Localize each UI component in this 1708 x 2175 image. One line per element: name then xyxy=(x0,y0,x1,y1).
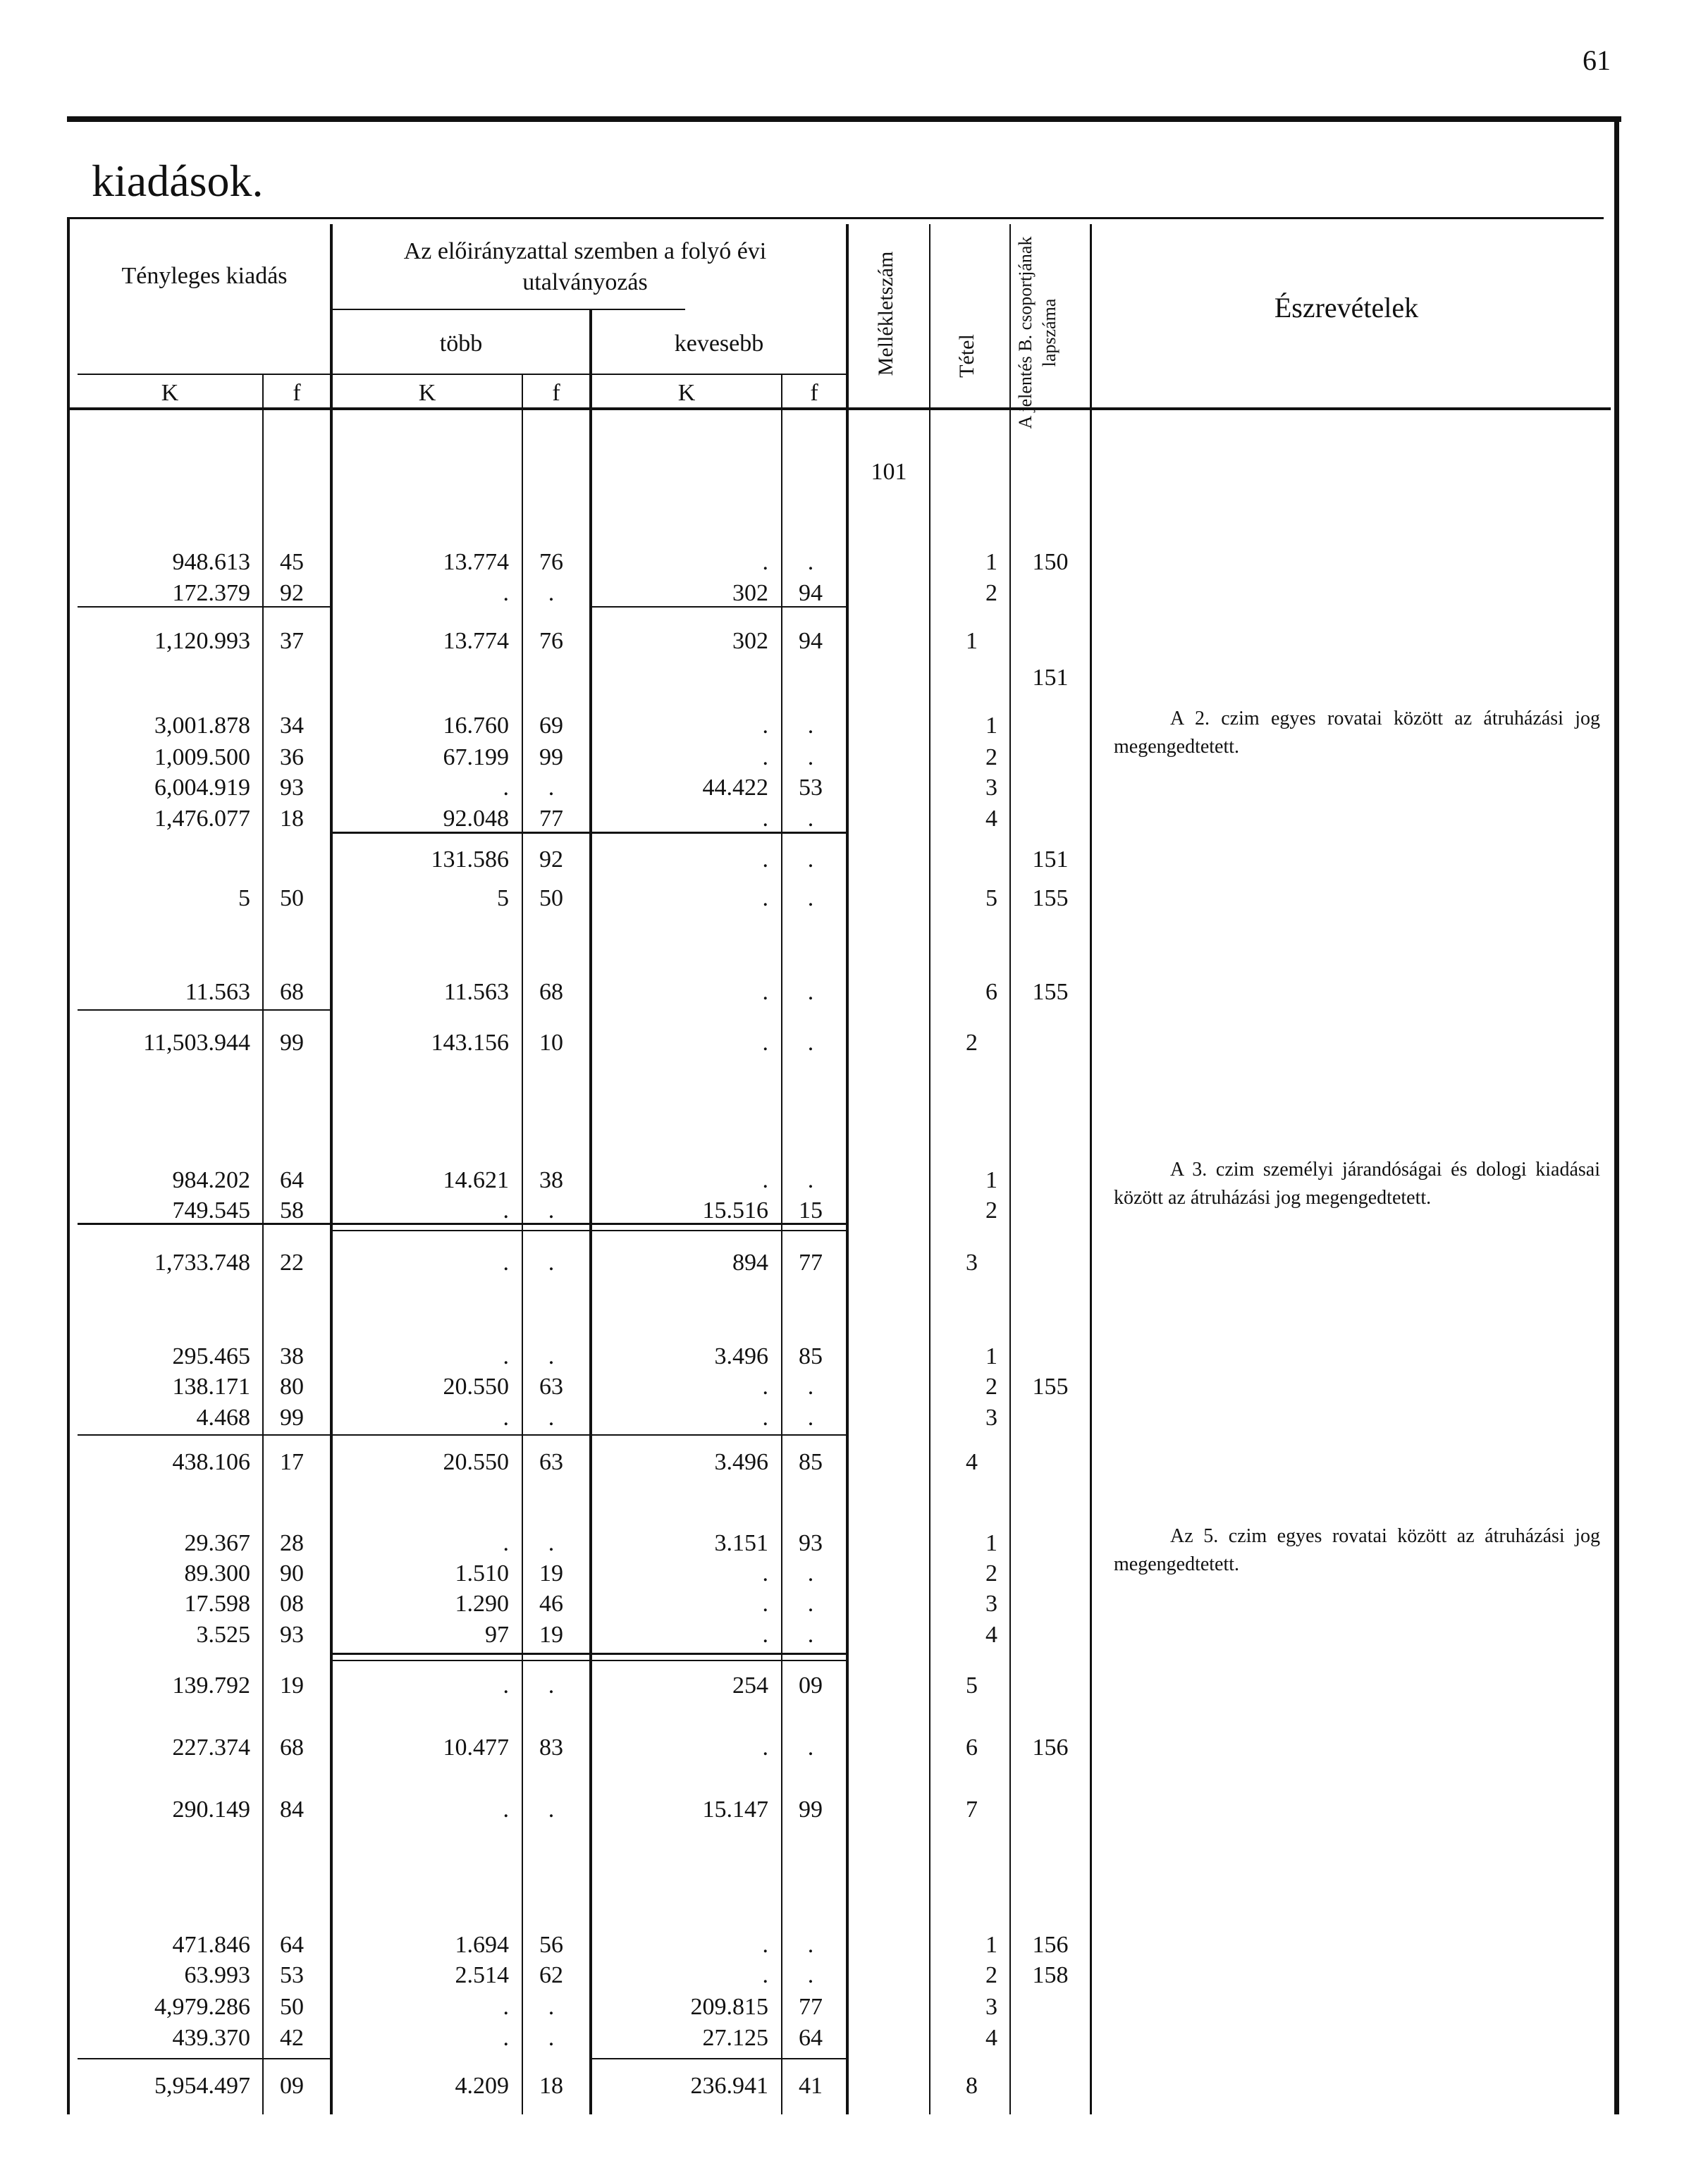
cell-tk: 11,503.944 xyxy=(143,1030,250,1056)
header-actual: Tényleges kiadás xyxy=(121,263,288,289)
cell-kf: 99 xyxy=(799,1797,823,1823)
cell-tf: 09 xyxy=(280,2073,304,2099)
header-less: kevesebb xyxy=(674,331,764,357)
cell-kk: 3.496 xyxy=(714,1449,768,1475)
cell-kk: . xyxy=(762,1591,768,1617)
cell-tet: 5 xyxy=(985,885,997,911)
cell-kk: . xyxy=(762,1374,768,1400)
cell-tet: 6 xyxy=(966,1735,978,1761)
cell-tet: 7 xyxy=(966,1797,978,1823)
cell-tet: 6 xyxy=(985,979,997,1005)
cell-mk: . xyxy=(503,1343,509,1369)
cell-kf: 15 xyxy=(799,1197,823,1224)
cell-kk: . xyxy=(762,885,768,911)
cell-tet: 3 xyxy=(985,1994,997,2020)
cell-kf: . xyxy=(807,806,814,832)
cell-tet: 1 xyxy=(966,628,978,654)
cell-mk: . xyxy=(503,1405,509,1431)
cell-lap: 156 xyxy=(1032,1735,1069,1761)
sum-rule xyxy=(78,2058,330,2059)
cell-tet: 4 xyxy=(985,806,997,832)
cell-kf: . xyxy=(807,979,814,1005)
cell-kk: 27.125 xyxy=(702,2025,768,2051)
cell-kk: . xyxy=(762,1167,768,1193)
cell-tk: 6,004.919 xyxy=(154,775,250,801)
header-k: K xyxy=(161,380,179,406)
header-sub-rule xyxy=(333,374,589,375)
cell-kf: 85 xyxy=(799,1343,823,1369)
cell-tet: 3 xyxy=(985,1591,997,1617)
header-appendix: Mellékletszám xyxy=(874,251,897,376)
cell-tet: 1 xyxy=(985,1932,997,1958)
cell-tk: 1,476.077 xyxy=(154,806,250,832)
cell-kk: 15.147 xyxy=(702,1797,768,1823)
cell-mf: 56 xyxy=(539,1932,563,1958)
cell-kk: . xyxy=(762,1560,768,1586)
cell-tet: 8 xyxy=(966,2073,978,2099)
sum-rule xyxy=(592,2058,846,2059)
cell-mf: 63 xyxy=(539,1449,563,1475)
cell-tk: 139.792 xyxy=(172,1672,250,1699)
cell-kk: . xyxy=(762,846,768,873)
cell-kf: . xyxy=(807,1622,814,1648)
header-more: több xyxy=(439,331,483,357)
cell-tet: 2 xyxy=(985,1962,997,1988)
cell-tf: 64 xyxy=(280,1932,304,1958)
cell-mf: 18 xyxy=(539,2073,563,2099)
cell-kf: 41 xyxy=(799,2073,823,2099)
cell-mk: 92.048 xyxy=(443,806,509,832)
cell-tf: 08 xyxy=(280,1591,304,1617)
cell-mf: 19 xyxy=(539,1560,563,1586)
cell-mf: 68 xyxy=(539,979,563,1005)
cell-tf: 93 xyxy=(280,1622,304,1648)
cell-lap: 158 xyxy=(1032,1962,1069,1988)
cell-tf: 99 xyxy=(280,1405,304,1431)
cell-mk: 1.510 xyxy=(455,1560,509,1586)
cell-mf: . xyxy=(548,1343,555,1369)
cell-tk: 749.545 xyxy=(172,1197,250,1224)
cell-kf: 77 xyxy=(799,1250,823,1276)
cell-tet: 2 xyxy=(985,1374,997,1400)
cell-mf: 38 xyxy=(539,1167,563,1193)
cell-tk: 4,979.286 xyxy=(154,1994,250,2020)
cell-mf: . xyxy=(548,2025,555,2051)
col-line xyxy=(1090,224,1092,2114)
cell-kk: . xyxy=(762,713,768,739)
cell-mk: . xyxy=(503,775,509,801)
header-k: K xyxy=(677,380,696,406)
sum-rule xyxy=(333,1230,846,1231)
cell-kk: . xyxy=(762,1030,768,1056)
cell-mk: 143.156 xyxy=(431,1030,509,1056)
header-sub-rule xyxy=(592,374,846,375)
cell-tet: 1 xyxy=(985,1530,997,1556)
cell-mf: . xyxy=(548,1797,555,1823)
cell-tk: 17.598 xyxy=(184,1591,250,1617)
cell-kk: 894 xyxy=(732,1250,768,1276)
cell-mk: 5 xyxy=(497,885,509,911)
sum-rule xyxy=(78,1009,330,1011)
cell-lap: 156 xyxy=(1032,1932,1069,1958)
cell-tk: 227.374 xyxy=(172,1735,250,1761)
cell-mk: . xyxy=(503,1530,509,1556)
cell-kk: . xyxy=(762,1405,768,1431)
cell-tk: 1,733.748 xyxy=(154,1250,250,1276)
cell-mf: 46 xyxy=(539,1591,563,1617)
col-line xyxy=(846,224,849,2114)
cell-mk: 10.477 xyxy=(443,1735,509,1761)
cell-lap: 151 xyxy=(1032,665,1069,691)
cell-tf: 84 xyxy=(280,1797,304,1823)
cell-tf: 22 xyxy=(280,1250,304,1276)
header-remarks: Észrevételek xyxy=(1274,292,1419,324)
cell-tf: 53 xyxy=(280,1962,304,1988)
cell-kf: . xyxy=(807,1591,814,1617)
cell-tet: 2 xyxy=(985,580,997,606)
cell-tf: 36 xyxy=(280,744,304,770)
cell-kf: 77 xyxy=(799,1994,823,2020)
header-report: A jelentés B. csoportjának lapszáma xyxy=(1015,236,1059,429)
page-title: kiadások. xyxy=(92,156,264,206)
header-sub-rule xyxy=(333,309,685,310)
cell-kk: . xyxy=(762,1932,768,1958)
cell-tk: 172.379 xyxy=(172,580,250,606)
cell-mf: 76 xyxy=(539,549,563,575)
header-f: f xyxy=(293,380,301,406)
cell-mf: 99 xyxy=(539,744,563,770)
cell-tk: 4.468 xyxy=(196,1405,250,1431)
cell-tk: 3.525 xyxy=(196,1622,250,1648)
cell-kk: 254 xyxy=(732,1672,768,1699)
cell-tk: 290.149 xyxy=(172,1797,250,1823)
header-f: f xyxy=(810,380,818,406)
cell-kk: 3.151 xyxy=(714,1530,768,1556)
cell-tet: 5 xyxy=(966,1672,978,1699)
cell-kk: . xyxy=(762,744,768,770)
cell-mf: . xyxy=(548,580,555,606)
cell-tf: 28 xyxy=(280,1530,304,1556)
cell-tk: 63.993 xyxy=(184,1962,250,1988)
cell-tk: 1,009.500 xyxy=(154,744,250,770)
cell-tk: 439.370 xyxy=(172,2025,250,2051)
cell-mk: 13.774 xyxy=(443,628,509,654)
cell-kf: . xyxy=(807,1405,814,1431)
cell-kk: . xyxy=(762,1622,768,1648)
cell-mf: 83 xyxy=(539,1735,563,1761)
cell-mf: 76 xyxy=(539,628,563,654)
cell-kf: . xyxy=(807,846,814,873)
cell-mf: . xyxy=(548,1994,555,2020)
cell-mk: 16.760 xyxy=(443,713,509,739)
cell-mf: 63 xyxy=(539,1374,563,1400)
cell-mk: 67.199 xyxy=(443,744,509,770)
cell-kk: . xyxy=(762,1735,768,1761)
cell-tf: 19 xyxy=(280,1672,304,1699)
cell-mk: 20.550 xyxy=(443,1449,509,1475)
cell-tf: 38 xyxy=(280,1343,304,1369)
cell-kf: . xyxy=(807,1560,814,1586)
cell-tet: 1 xyxy=(985,549,997,575)
cell-mk: . xyxy=(503,1250,509,1276)
cell-tf: 50 xyxy=(280,1994,304,2020)
cell-tet: 2 xyxy=(966,1030,978,1056)
cell-tf: 58 xyxy=(280,1197,304,1224)
cell-lap: 150 xyxy=(1032,549,1069,575)
cell-tk: 138.171 xyxy=(172,1374,250,1400)
cell-tet: 2 xyxy=(985,1560,997,1586)
page-number: 61 xyxy=(1583,44,1611,76)
cell-tk: 5 xyxy=(238,885,250,911)
cell-tet: 1 xyxy=(985,1167,997,1193)
cell-tf: 93 xyxy=(280,775,304,801)
cell-kk: . xyxy=(762,806,768,832)
cell-kf: . xyxy=(807,549,814,575)
cell-kk: . xyxy=(762,549,768,575)
right-rule xyxy=(1614,116,1619,2114)
sum-rule xyxy=(333,1660,846,1661)
cell-tf: 17 xyxy=(280,1449,304,1475)
cell-mell: 101 xyxy=(871,459,907,485)
header-k: K xyxy=(418,380,436,406)
header-allocation: Az előirányzattal szemben a folyó évi utalványozás xyxy=(403,238,767,295)
cell-mk: 14.621 xyxy=(443,1167,509,1193)
cell-tk: 295.465 xyxy=(172,1343,250,1369)
header-top-rule xyxy=(67,217,1604,219)
cell-kk: 15.516 xyxy=(702,1197,768,1224)
cell-kf: . xyxy=(807,1374,814,1400)
cell-kk: . xyxy=(762,1962,768,1988)
cell-mk: 20.550 xyxy=(443,1374,509,1400)
cell-kf: . xyxy=(807,885,814,911)
cell-tf: 68 xyxy=(280,1735,304,1761)
cell-mk: . xyxy=(503,2025,509,2051)
cell-mk: . xyxy=(503,1994,509,2020)
cell-kk: 209.815 xyxy=(690,1994,768,2020)
cell-kf: 64 xyxy=(799,2025,823,2051)
cell-lap: 151 xyxy=(1032,846,1069,873)
cell-mk: . xyxy=(503,1672,509,1699)
cell-lap: 155 xyxy=(1032,1374,1069,1400)
col-line xyxy=(1009,224,1011,2114)
cell-kk: 44.422 xyxy=(702,775,768,801)
cell-mf: . xyxy=(548,1250,555,1276)
cell-mf: 69 xyxy=(539,713,563,739)
cell-mk: 97 xyxy=(485,1622,509,1648)
cell-tf: 80 xyxy=(280,1374,304,1400)
cell-kf: . xyxy=(807,1167,814,1193)
cell-tk: 471.846 xyxy=(172,1932,250,1958)
cell-tk: 948.613 xyxy=(172,549,250,575)
cell-kf: . xyxy=(807,713,814,739)
cell-tet: 1 xyxy=(985,713,997,739)
cell-tet: 4 xyxy=(966,1449,978,1475)
cell-tk: 89.300 xyxy=(184,1560,250,1586)
cell-kf: 53 xyxy=(799,775,823,801)
cell-tf: 68 xyxy=(280,979,304,1005)
sum-rule xyxy=(333,1434,846,1436)
cell-tf: 50 xyxy=(280,885,304,911)
cell-tet: 3 xyxy=(985,1405,997,1431)
cell-kf: 94 xyxy=(799,580,823,606)
cell-kf: . xyxy=(807,1962,814,1988)
sum-rule xyxy=(78,1434,330,1436)
cell-kk: 302 xyxy=(732,628,768,654)
cell-tf: 45 xyxy=(280,549,304,575)
cell-mk: 11.563 xyxy=(443,979,509,1005)
left-rule xyxy=(67,217,70,2114)
cell-mk: 13.774 xyxy=(443,549,509,575)
cell-tf: 64 xyxy=(280,1167,304,1193)
cell-kf: . xyxy=(807,1030,814,1056)
cell-mf: 19 xyxy=(539,1622,563,1648)
cell-mf: . xyxy=(548,1530,555,1556)
cell-tk: 984.202 xyxy=(172,1167,250,1193)
header-item: Tétel xyxy=(955,334,978,378)
cell-tf: 90 xyxy=(280,1560,304,1586)
cell-mk: . xyxy=(503,580,509,606)
cell-mf: . xyxy=(548,775,555,801)
cell-mf: 92 xyxy=(539,846,563,873)
cell-mk: 1.290 xyxy=(455,1591,509,1617)
cell-mf: 10 xyxy=(539,1030,563,1056)
cell-tf: 34 xyxy=(280,713,304,739)
cell-tf: 18 xyxy=(280,806,304,832)
cell-mk: 2.514 xyxy=(455,1962,509,1988)
cell-tet: 4 xyxy=(985,1622,997,1648)
cell-tk: 5,954.497 xyxy=(154,2073,250,2099)
cell-kf: . xyxy=(807,1735,814,1761)
cell-mk: . xyxy=(503,1797,509,1823)
cell-kk: 3.496 xyxy=(714,1343,768,1369)
cell-tet: 1 xyxy=(985,1343,997,1369)
cell-tk: 29.367 xyxy=(184,1530,250,1556)
cell-tf: 99 xyxy=(280,1030,304,1056)
remark-text: A 2. czim egyes rovatai között az átruházási jog megengedtetett. xyxy=(1114,708,1600,758)
header-sub-rule xyxy=(78,374,330,375)
cell-kf: 85 xyxy=(799,1449,823,1475)
cell-mf: . xyxy=(548,1405,555,1431)
cell-mk: 1.694 xyxy=(455,1932,509,1958)
cell-tk: 438.106 xyxy=(172,1449,250,1475)
cell-kf: . xyxy=(807,744,814,770)
cell-lap: 155 xyxy=(1032,885,1069,911)
sum-rule xyxy=(333,1653,846,1655)
cell-kk: . xyxy=(762,979,768,1005)
cell-tk: 1,120.993 xyxy=(154,628,250,654)
cell-kk: 302 xyxy=(732,580,768,606)
remark-text: A 3. czim személyi járandóságai és dologi kiadásai között az átruházási jog megengedtetett. xyxy=(1114,1159,1600,1209)
cell-mf: 62 xyxy=(539,1962,563,1988)
cell-tk: 3,001.878 xyxy=(154,713,250,739)
cell-mk: 4.209 xyxy=(455,2073,509,2099)
cell-tet: 2 xyxy=(985,744,997,770)
cell-kf: 94 xyxy=(799,628,823,654)
top-rule xyxy=(67,116,1621,122)
cell-kf: 09 xyxy=(799,1672,823,1699)
cell-mf: . xyxy=(548,1197,555,1224)
cell-tet: 4 xyxy=(985,2025,997,2051)
cell-mf: 77 xyxy=(539,806,563,832)
cell-mf: . xyxy=(548,1672,555,1699)
cell-tet: 3 xyxy=(966,1250,978,1276)
header-f: f xyxy=(552,380,560,406)
cell-tet: 3 xyxy=(985,775,997,801)
cell-kf: 93 xyxy=(799,1530,823,1556)
cell-tk: 11.563 xyxy=(185,979,250,1005)
cell-lap: 155 xyxy=(1032,979,1069,1005)
cell-kk: 236.941 xyxy=(690,2073,768,2099)
cell-tf: 42 xyxy=(280,2025,304,2051)
remark-text: Az 5. czim egyes rovatai között az átruházási jog megengedtetett. xyxy=(1114,1525,1600,1575)
cell-tf: 92 xyxy=(280,580,304,606)
cell-mk: 131.586 xyxy=(431,846,509,873)
cell-tet: 2 xyxy=(985,1197,997,1224)
cell-mk: . xyxy=(503,1197,509,1224)
cell-tf: 37 xyxy=(280,628,304,654)
cell-mf: 50 xyxy=(539,885,563,911)
cell-kf: . xyxy=(807,1932,814,1958)
